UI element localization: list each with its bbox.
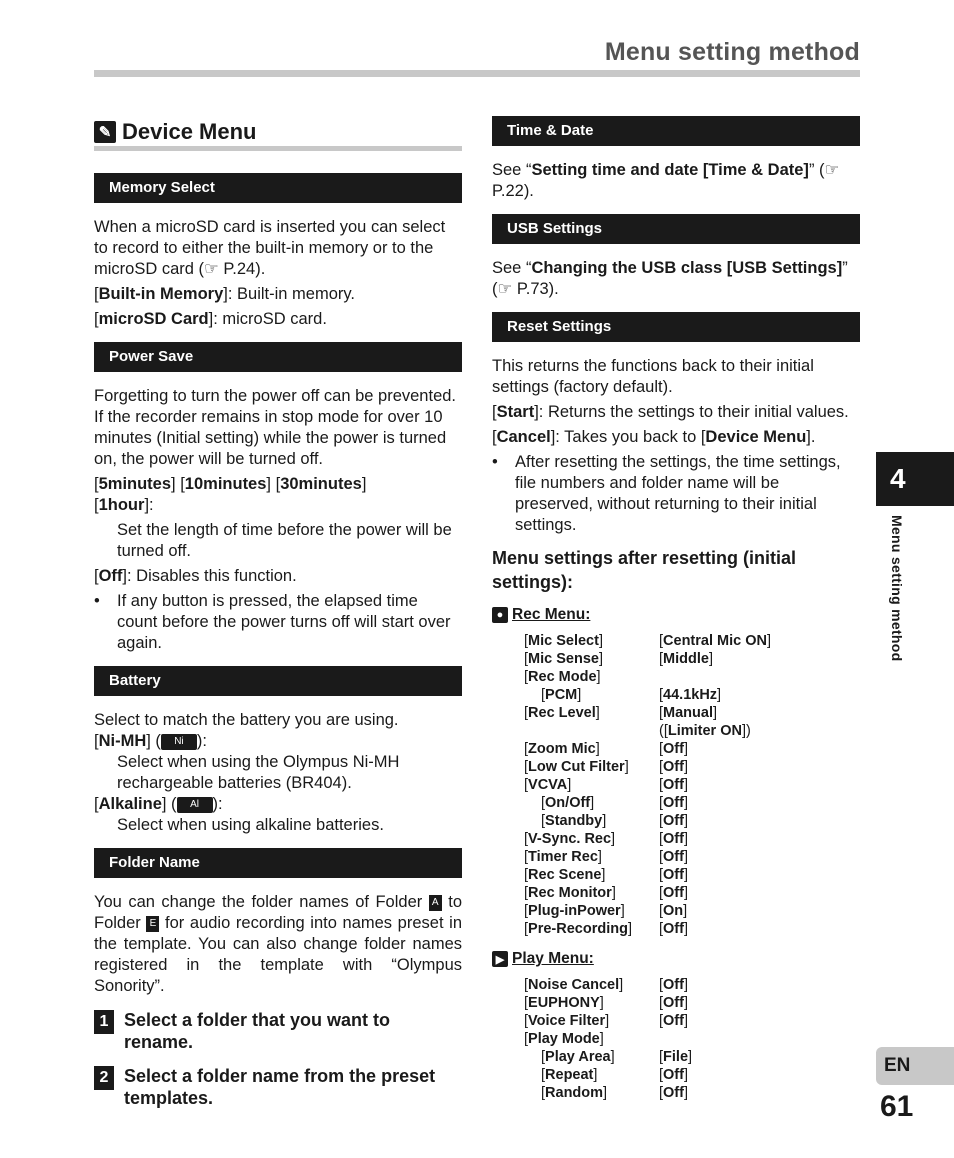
reset-bullet: • After resetting the settings, the time settings, file numbers and folder name will be preserved, without returning to their initial settings. [492,452,860,536]
setting-row [492,812,860,830]
setting-name: [Play Mode] [524,1031,604,1047]
rec-menu-title: Rec Menu: [512,606,591,623]
nimh-battery-icon: Ni [161,734,197,750]
memory-select-bar: Memory Select [94,173,462,203]
play-icon: ▶ [492,951,508,967]
setting-value: [Off] [659,759,688,775]
memory-select-body: When a microSD card is inserted you can select to record to either the built-in memory or to the microSD card (☞ P.24). [94,218,446,278]
usb-settings-bar: USB Settings [492,214,860,244]
setting-name: [Voice Filter] [524,1013,610,1029]
setting-row [492,686,860,704]
setting-row [492,1030,860,1048]
time-date-bar: Time & Date [492,116,860,146]
chapter-tab: 4 [876,452,954,506]
setting-name: [VCVA] [524,777,572,793]
setting-value: [Off] [659,1085,688,1101]
title-rule [94,70,860,77]
setting-value: [Off] [659,885,688,901]
setting-value: [Off] [659,795,688,811]
time-date-body: See “Setting time and date [Time & Date]” (☞ P.22). [492,161,840,200]
setting-name: [V-Sync. Rec] [524,831,616,847]
setting-value: [Central Mic ON] [659,633,771,649]
step-1 [94,1009,462,1053]
page-number: 61 [880,1090,914,1123]
step-1-text: Select a folder that you want to rename. [124,1010,391,1052]
setting-value: [Off] [659,867,688,883]
setting-name: [Play Area] [541,1049,615,1065]
right-column [492,116,860,1102]
page-title: Menu setting method [604,38,860,66]
setting-value: [Middle] [659,651,713,667]
memory-option-sd: [microSD Card]: microSD card. [94,310,327,328]
setting-value [659,1030,860,1048]
setting-value: [Off] [659,995,688,1011]
setting-value: [Off] [659,1013,688,1029]
setting-value: [Off] [659,777,688,793]
setting-value: [Off] [659,1067,688,1083]
battery-nimh-desc: Select when using the Olympus Ni-MH rechargeable batteries (BR404). [117,753,400,792]
setting-value: [44.1kHz] [659,687,722,703]
setting-name: [Low Cut Filter] [524,759,629,775]
setting-name: [Timer Rec] [524,849,602,865]
setting-name: [Mic Sense] [524,651,603,667]
setting-row [492,866,860,884]
left-column [94,116,462,1109]
reset-subheading: Menu settings after resetting (initial settings): [492,548,797,592]
rec-menu-heading [492,606,860,624]
folder-e-icon: E [146,916,159,932]
setting-row [492,848,860,866]
setting-row [492,632,860,650]
memory-option-builtin: [Built-in Memory]: Built-in memory. [94,285,355,303]
reset-start: [Start]: Returns the settings to their initial values. [492,403,849,421]
setting-row [492,1048,860,1066]
reset-body: This returns the functions back to their initial settings (factory default). [492,357,814,396]
battery-nimh: [Ni-MH] ( Ni ): [94,732,208,750]
rec-menu-list [492,632,860,938]
section-rule [94,146,462,151]
setting-name: [EUPHONY] [524,995,604,1011]
battery-bar: Battery [94,666,462,696]
language-tab: EN [876,1047,954,1085]
power-save-bullet: • If any button is pressed, the elapsed time count before the power turns off will start over again. [94,591,462,654]
setting-value: [Off] [659,741,688,757]
wrench-icon: ✎ [94,121,116,143]
usb-settings-body: See “Changing the USB class [USB Settings]” (☞ P.73). [492,259,848,298]
setting-row [492,902,860,920]
folder-name-bar: Folder Name [94,848,462,878]
setting-row [492,668,860,686]
setting-row [492,722,860,740]
power-save-options-desc: Set the length of time before the power will be turned off. [117,521,452,560]
setting-name: [On/Off] [541,795,595,811]
mic-icon: ● [492,607,508,623]
setting-name: [Random] [541,1085,608,1101]
folder-a-icon: A [429,895,442,911]
setting-value: [Off] [659,849,688,865]
play-menu-list [492,976,860,1102]
setting-name: [PCM] [541,687,582,703]
setting-row [492,650,860,668]
setting-name: [Mic Select] [524,633,603,649]
play-menu-title: Play Menu: [512,950,594,967]
alkaline-battery-icon: Al [177,797,213,813]
power-save-options: [5minutes] [10minutes] [30minutes] [1hour]: [94,475,367,514]
setting-value: [On] [659,903,688,919]
setting-value: [Off] [659,977,688,993]
device-menu-title: Device Menu [122,119,257,144]
setting-value: [File] [659,1049,693,1065]
setting-name: [Rec Level] [524,705,600,721]
battery-alkaline: [Alkaline] ( Al ): [94,795,223,813]
setting-name: [Repeat] [541,1067,598,1083]
setting-value [659,668,860,686]
step-2-text: Select a folder name from the preset templates. [124,1066,436,1108]
step-2 [94,1065,462,1109]
battery-alkaline-desc: Select when using alkaline batteries. [117,816,384,834]
setting-name: [Pre-Recording] [524,921,632,937]
setting-row [492,704,860,722]
setting-row [492,794,860,812]
setting-row [492,830,860,848]
power-save-off: [Off]: Disables this function. [94,567,297,585]
play-menu-heading [492,950,860,968]
reset-cancel: [Cancel]: Takes you back to [Device Menu]. [492,428,816,446]
setting-row [492,976,860,994]
setting-row [492,740,860,758]
battery-body: Select to match the battery you are using. [94,711,399,729]
setting-name: [Noise Cancel] [524,977,624,993]
setting-row [492,884,860,902]
setting-value: [Manual] [659,705,718,721]
setting-row [492,758,860,776]
setting-value: ([Limiter ON]) [659,723,751,739]
setting-row [492,1012,860,1030]
power-save-bar: Power Save [94,342,462,372]
step-1-number: 1 [94,1010,114,1034]
setting-name: [Zoom Mic] [524,741,600,757]
setting-value: [Off] [659,921,688,937]
setting-name: [Rec Monitor] [524,885,616,901]
setting-value: [Off] [659,831,688,847]
setting-name: [Standby] [541,813,607,829]
setting-row [492,1066,860,1084]
setting-row [492,994,860,1012]
chapter-label: Menu setting method [889,515,905,662]
setting-row [492,920,860,938]
device-menu-heading [94,118,462,146]
step-2-number: 2 [94,1066,114,1090]
power-save-body: Forgetting to turn the power off can be prevented. If the recorder remains in stop mode for over 10 minutes (Initial setting) while the power is turned on, the power will be turned off. [94,387,457,468]
setting-name [492,722,659,740]
reset-settings-bar: Reset Settings [492,312,860,342]
setting-row [492,776,860,794]
setting-value: [Off] [659,813,688,829]
setting-row [492,1084,860,1102]
folder-name-body: You can change the folder names of Folder A to Folder E for audio recording into names preset in the template. You can also change folder names registered in the template with “Olympus Sonority”. [94,893,463,995]
setting-name: [Rec Scene] [524,867,606,883]
setting-name: [Plug-inPower] [524,903,625,919]
setting-name: [Rec Mode] [524,669,601,685]
